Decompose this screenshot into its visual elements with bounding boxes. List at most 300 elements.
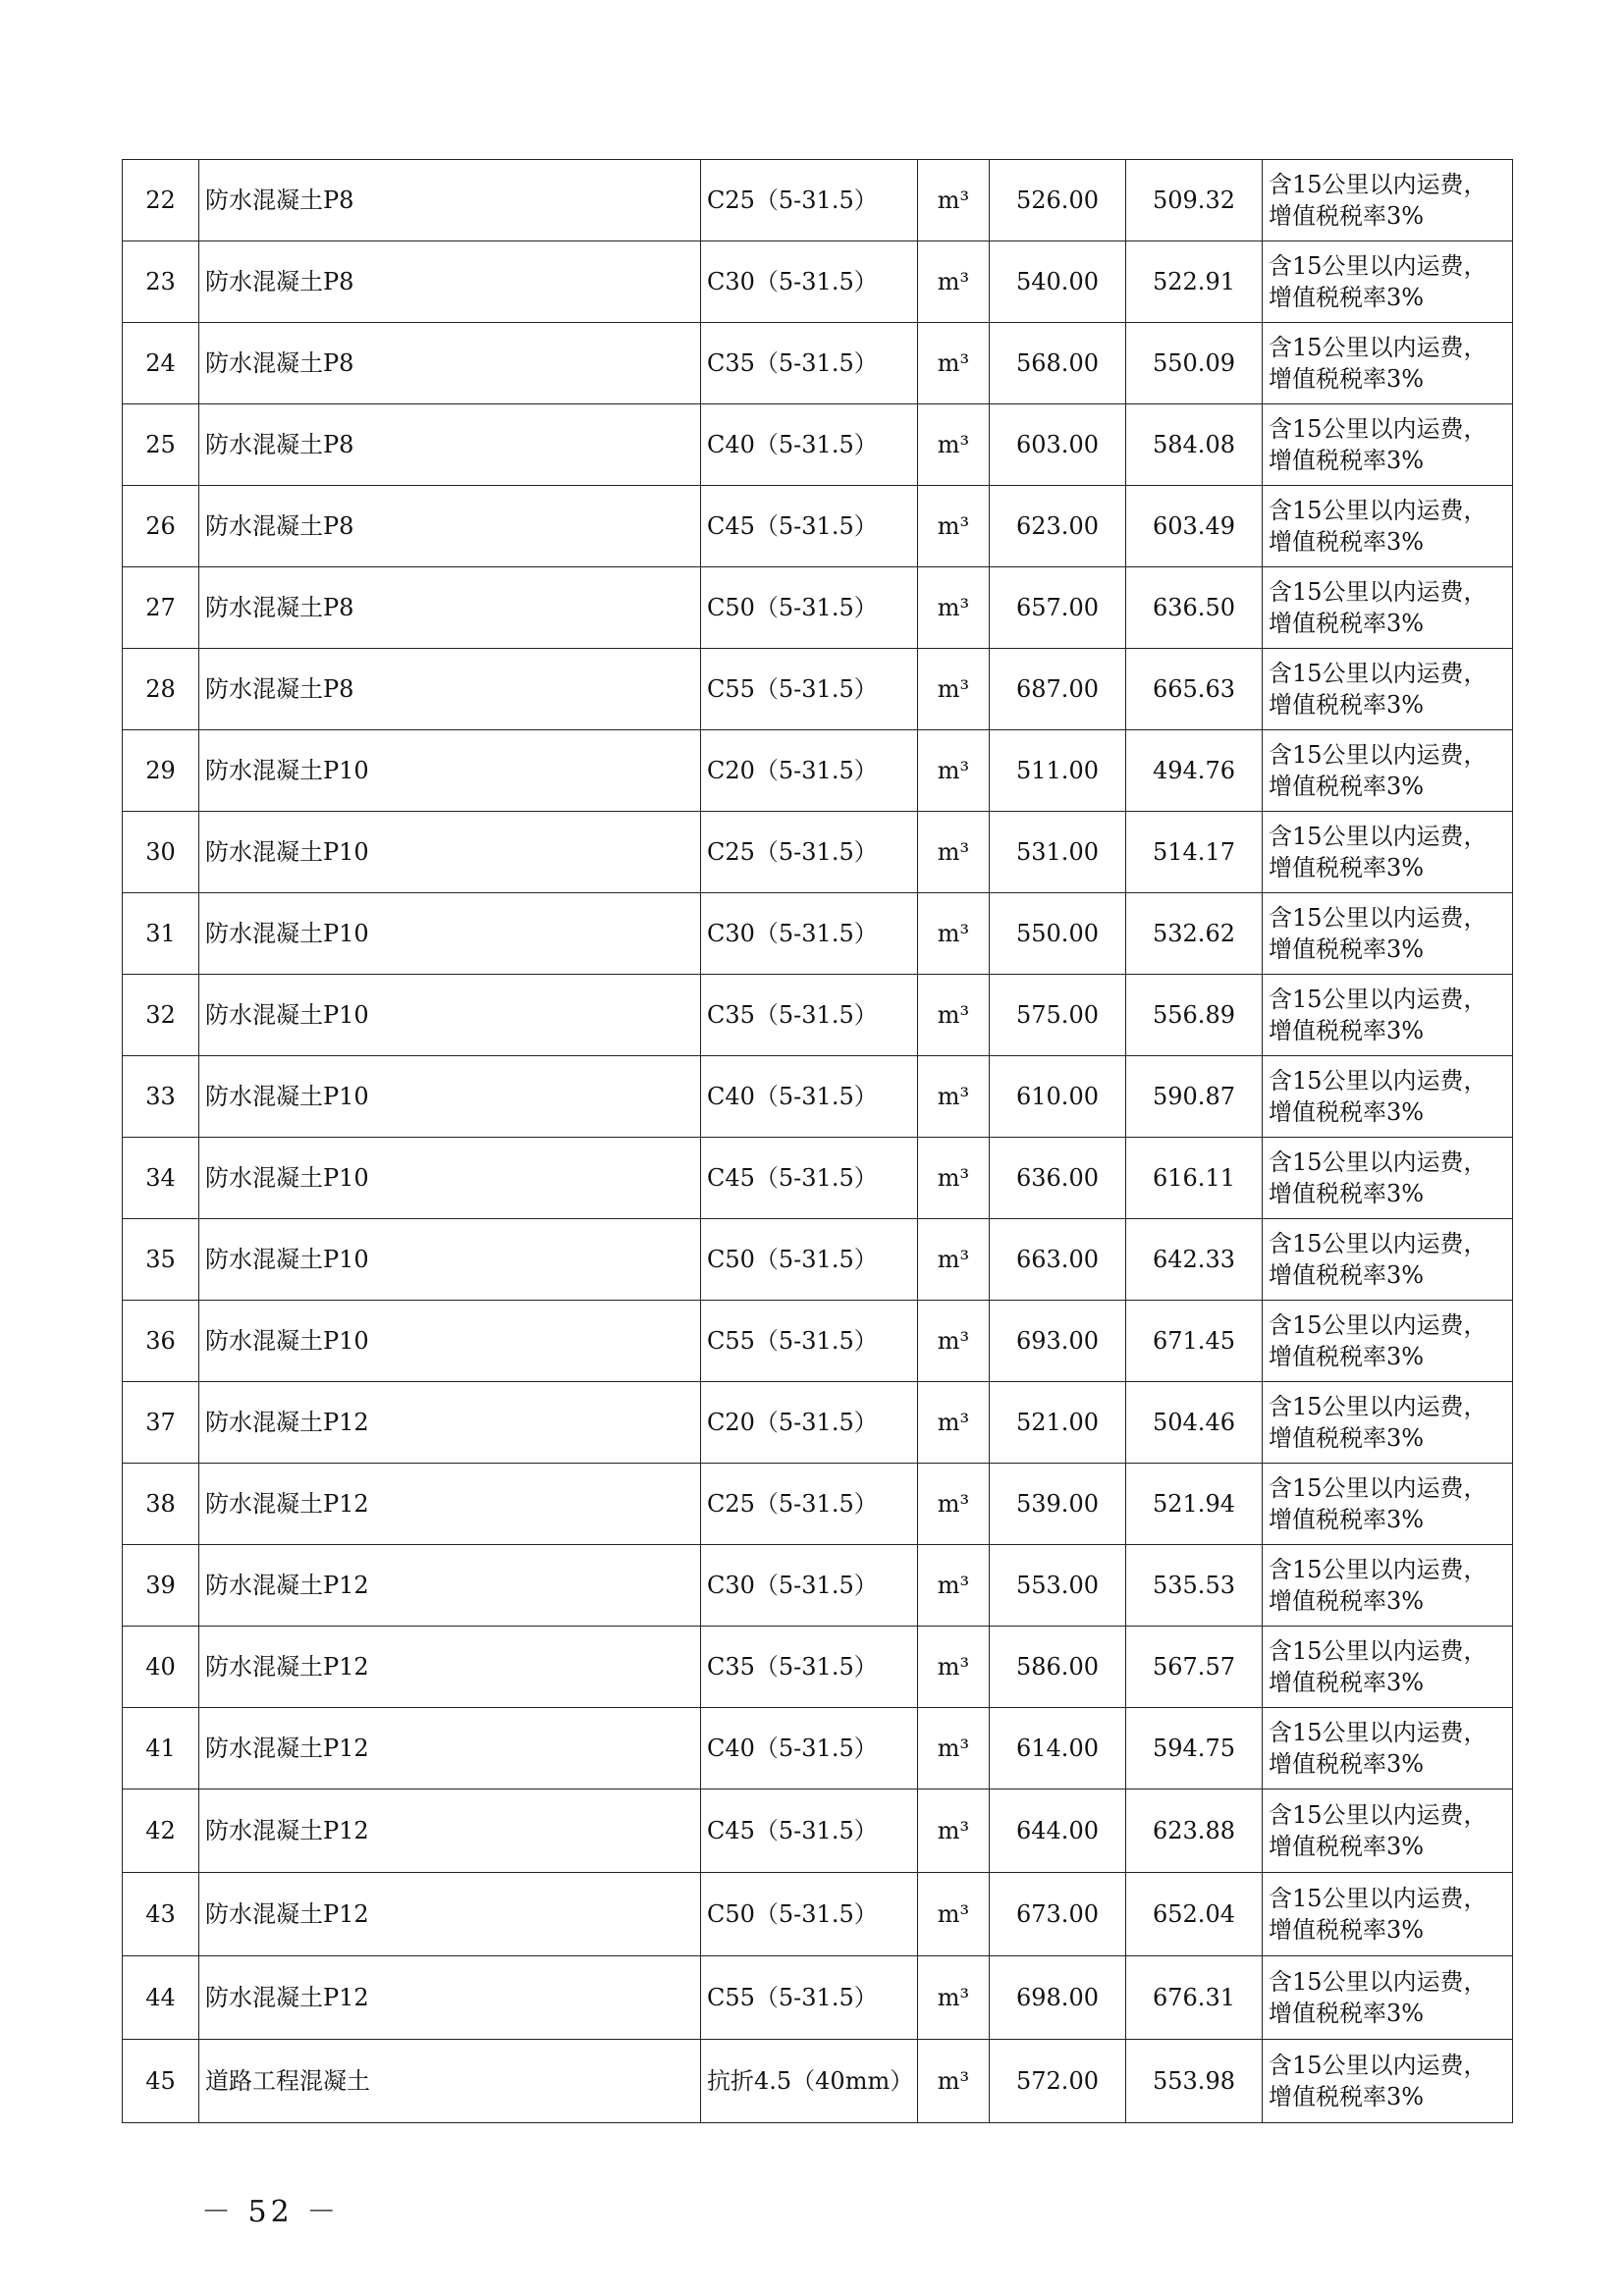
cell-no: 34 [145, 1163, 176, 1192]
unit [918, 1382, 990, 1464]
remark [1263, 160, 1513, 241]
cell-no: 33 [145, 1082, 176, 1110]
cell-spec: C50（5-31.5） [707, 593, 878, 621]
material-spec [701, 160, 918, 241]
cell-unit: m³ [937, 1163, 970, 1192]
cell-no: 30 [145, 837, 176, 866]
page-number: － 52 － [201, 2195, 341, 2229]
material-name [199, 1789, 701, 1873]
row-number [123, 1464, 199, 1545]
row-number [123, 323, 199, 404]
price-with-tax [990, 486, 1126, 567]
price-with-tax [990, 2040, 1126, 2123]
price-with-tax [990, 649, 1126, 730]
price-with-tax [990, 1301, 1126, 1382]
cell-unit: m³ [937, 756, 970, 784]
cell-no: 40 [145, 1652, 176, 1681]
cell-note2: 增值税税率3% [1269, 1750, 1425, 1778]
price-without-tax [1126, 404, 1263, 486]
cell-note1: 含15公里以内运费， [1269, 1884, 1488, 1912]
cell-name: 防水混凝土P12 [205, 1408, 369, 1436]
unit [918, 730, 990, 812]
material-name [199, 1301, 701, 1382]
price-with-tax [990, 1056, 1126, 1138]
remark [1263, 1708, 1513, 1789]
remark [1263, 1138, 1513, 1219]
price-with-tax [990, 323, 1126, 404]
row-number [123, 1056, 199, 1138]
price-with-tax [990, 1545, 1126, 1627]
cell-name: 防水混凝土P10 [205, 1163, 369, 1192]
table-row [123, 1219, 1513, 1301]
row-number [123, 1138, 199, 1219]
cell-spec: C55（5-31.5） [707, 674, 878, 703]
material-name [199, 486, 701, 567]
cell-note1: 含15公里以内运费， [1269, 1800, 1488, 1829]
cell-spec: C30（5-31.5） [707, 267, 878, 295]
cell-no: 24 [145, 348, 176, 377]
price-without-tax [1126, 649, 1263, 730]
material-spec [701, 404, 918, 486]
cell-note2: 增值税税率3% [1269, 1098, 1425, 1126]
cell-spec: C55（5-31.5） [707, 1983, 878, 2011]
material-name [199, 1138, 701, 1219]
cell-price1: 673.00 [1016, 1899, 1099, 1928]
row-number [123, 893, 199, 975]
remark [1263, 1464, 1513, 1545]
cell-spec: C25（5-31.5） [707, 1489, 878, 1518]
cell-note1: 含15公里以内运费， [1269, 1310, 1488, 1339]
unit [918, 1708, 990, 1789]
table-row [123, 2040, 1513, 2123]
cell-price1: 644.00 [1016, 1816, 1099, 1844]
material-name [199, 649, 701, 730]
table-body [123, 160, 1513, 2123]
cell-name: 防水混凝土P12 [205, 1489, 369, 1518]
cell-no: 39 [145, 1571, 176, 1599]
cell-price2: 509.32 [1153, 186, 1235, 214]
price-with-tax [990, 1873, 1126, 1956]
price-with-tax [990, 1956, 1126, 2040]
unit [918, 404, 990, 486]
price-without-tax [1126, 1138, 1263, 1219]
cell-unit: m³ [937, 1408, 970, 1436]
unit [918, 1627, 990, 1708]
table-row [123, 404, 1513, 486]
row-number [123, 1219, 199, 1301]
cell-unit: m³ [937, 348, 970, 377]
price-without-tax [1126, 2040, 1263, 2123]
cell-spec: C50（5-31.5） [707, 1245, 878, 1273]
cell-unit: m³ [937, 1899, 970, 1928]
material-spec [701, 893, 918, 975]
price-without-tax [1126, 1708, 1263, 1789]
cell-price2: 535.53 [1153, 1571, 1235, 1599]
cell-price1: 572.00 [1016, 2066, 1099, 2095]
cell-no: 43 [145, 1899, 176, 1928]
row-number [123, 567, 199, 649]
row-number [123, 241, 199, 323]
remark [1263, 1301, 1513, 1382]
material-spec [701, 975, 918, 1056]
cell-spec: C40（5-31.5） [707, 430, 878, 458]
cell-price2: 504.46 [1153, 1408, 1235, 1436]
cell-price1: 698.00 [1016, 1983, 1099, 2011]
material-spec [701, 1789, 918, 1873]
cell-no: 35 [145, 1245, 176, 1273]
cell-unit: m³ [937, 1245, 970, 1273]
price-without-tax [1126, 323, 1263, 404]
unit [918, 567, 990, 649]
cell-price2: 514.17 [1153, 837, 1235, 866]
cell-unit: m³ [937, 267, 970, 295]
cell-price2: 567.57 [1153, 1652, 1235, 1681]
cell-unit: m³ [937, 919, 970, 947]
row-number [123, 730, 199, 812]
cell-price1: 526.00 [1016, 186, 1099, 214]
price-table [122, 159, 1513, 2123]
material-name [199, 1464, 701, 1545]
cell-name: 防水混凝土P8 [205, 348, 354, 377]
cell-price2: 616.11 [1153, 1163, 1235, 1192]
cell-name: 防水混凝土P10 [205, 1245, 369, 1273]
cell-note1: 含15公里以内运费， [1269, 903, 1488, 932]
cell-price2: 522.91 [1153, 267, 1235, 295]
cell-note2: 增值税税率3% [1269, 691, 1425, 719]
row-number [123, 160, 199, 241]
price-without-tax [1126, 486, 1263, 567]
table-row [123, 486, 1513, 567]
cell-note1: 含15公里以内运费， [1269, 333, 1488, 361]
cell-no: 22 [145, 186, 176, 214]
remark [1263, 323, 1513, 404]
row-number [123, 2040, 199, 2123]
cell-unit: m³ [937, 1000, 970, 1029]
cell-note1: 含15公里以内运费， [1269, 1555, 1488, 1583]
row-number [123, 975, 199, 1056]
remark [1263, 730, 1513, 812]
cell-note1: 含15公里以内运费， [1269, 1148, 1488, 1176]
material-name [199, 1382, 701, 1464]
cell-no: 26 [145, 511, 176, 540]
cell-spec: C30（5-31.5） [707, 919, 878, 947]
material-spec [701, 1464, 918, 1545]
material-spec [701, 649, 918, 730]
price-with-tax [990, 1382, 1126, 1464]
cell-price2: 594.75 [1153, 1734, 1235, 1762]
cell-note2: 增值税税率3% [1269, 1261, 1425, 1289]
material-name [199, 567, 701, 649]
material-spec [701, 241, 918, 323]
cell-spec: C35（5-31.5） [707, 1000, 878, 1029]
price-with-tax [990, 1219, 1126, 1301]
cell-note1: 含15公里以内运费， [1269, 414, 1488, 443]
row-number [123, 1545, 199, 1627]
remark [1263, 975, 1513, 1056]
material-spec [701, 1956, 918, 2040]
table-row [123, 1545, 1513, 1627]
cell-no: 45 [145, 2066, 176, 2095]
cell-note2: 增值税税率3% [1269, 1506, 1425, 1533]
material-name [199, 2040, 701, 2123]
unit [918, 1956, 990, 2040]
cell-spec: C40（5-31.5） [707, 1734, 878, 1762]
cell-price1: 610.00 [1016, 1082, 1099, 1110]
cell-note1: 含15公里以内运费， [1269, 659, 1488, 687]
material-name [199, 160, 701, 241]
cell-no: 41 [145, 1734, 176, 1762]
material-name [199, 1873, 701, 1956]
cell-unit: m³ [937, 1816, 970, 1844]
cell-name: 道路工程混凝土 [205, 2066, 370, 2095]
unit [918, 893, 990, 975]
remark [1263, 567, 1513, 649]
material-spec [701, 1219, 918, 1301]
unit [918, 1301, 990, 1382]
cell-spec: C40（5-31.5） [707, 1082, 878, 1110]
cell-unit: m³ [937, 593, 970, 621]
cell-price2: 556.89 [1153, 1000, 1235, 1029]
material-spec [701, 1873, 918, 1956]
material-spec [701, 1627, 918, 1708]
cell-note1: 含15公里以内运费， [1269, 1718, 1488, 1746]
cell-name: 防水混凝土P10 [205, 1082, 369, 1110]
cell-no: 32 [145, 1000, 176, 1029]
remark [1263, 1545, 1513, 1627]
cell-unit: m³ [937, 2066, 970, 2095]
material-name [199, 323, 701, 404]
material-spec [701, 323, 918, 404]
material-name [199, 893, 701, 975]
cell-name: 防水混凝土P12 [205, 1571, 369, 1599]
cell-unit: m³ [937, 1571, 970, 1599]
table-row [123, 323, 1513, 404]
cell-name: 防水混凝土P8 [205, 674, 354, 703]
cell-note2: 增值税税率3% [1269, 854, 1425, 881]
cell-spec: C45（5-31.5） [707, 1163, 878, 1192]
material-name [199, 1627, 701, 1708]
unit [918, 486, 990, 567]
row-number [123, 1301, 199, 1382]
unit [918, 1545, 990, 1627]
material-name [199, 404, 701, 486]
price-with-tax [990, 1789, 1126, 1873]
remark [1263, 1627, 1513, 1708]
cell-note1: 含15公里以内运费， [1269, 577, 1488, 606]
cell-price1: 687.00 [1016, 674, 1099, 703]
cell-price2: 550.09 [1153, 348, 1235, 377]
cell-price1: 586.00 [1016, 1652, 1099, 1681]
price-without-tax [1126, 1627, 1263, 1708]
cell-note2: 增值税税率3% [1269, 935, 1425, 963]
cell-spec: C30（5-31.5） [707, 1571, 878, 1599]
cell-no: 29 [145, 756, 176, 784]
cell-spec: C45（5-31.5） [707, 511, 878, 540]
cell-no: 28 [145, 674, 176, 703]
cell-no: 42 [145, 1816, 176, 1844]
cell-note2: 增值税税率3% [1269, 2083, 1425, 2110]
table-row [123, 1138, 1513, 1219]
cell-name: 防水混凝土P10 [205, 837, 369, 866]
price-without-tax [1126, 1464, 1263, 1545]
cell-price2: 623.88 [1153, 1816, 1235, 1844]
cell-name: 防水混凝土P12 [205, 1899, 369, 1928]
cell-note1: 含15公里以内运费， [1269, 251, 1488, 280]
cell-unit: m³ [937, 511, 970, 540]
material-spec [701, 730, 918, 812]
cell-note1: 含15公里以内运费， [1269, 1392, 1488, 1420]
cell-price2: 521.94 [1153, 1489, 1235, 1518]
material-spec [701, 1545, 918, 1627]
price-with-tax [990, 1138, 1126, 1219]
cell-price1: 614.00 [1016, 1734, 1099, 1762]
cell-note2: 增值税税率3% [1269, 365, 1425, 393]
table-row [123, 1789, 1513, 1873]
cell-note2: 增值税税率3% [1269, 202, 1425, 230]
cell-price2: 532.62 [1153, 919, 1235, 947]
material-spec [701, 486, 918, 567]
cell-unit: m³ [937, 1983, 970, 2011]
remark [1263, 404, 1513, 486]
unit [918, 1789, 990, 1873]
unit [918, 975, 990, 1056]
unit [918, 1873, 990, 1956]
price-with-tax [990, 1627, 1126, 1708]
row-number [123, 812, 199, 893]
price-without-tax [1126, 1789, 1263, 1873]
cell-price1: 511.00 [1016, 756, 1099, 784]
cell-price2: 671.45 [1153, 1326, 1235, 1355]
cell-name: 防水混凝土P12 [205, 1983, 369, 2011]
cell-no: 27 [145, 593, 176, 621]
cell-unit: m³ [937, 1326, 970, 1355]
row-number [123, 1708, 199, 1789]
cell-note2: 增值税税率3% [1269, 1833, 1425, 1860]
cell-unit: m³ [937, 1734, 970, 1762]
material-name [199, 1056, 701, 1138]
price-with-tax [990, 567, 1126, 649]
unit [918, 812, 990, 893]
row-number [123, 1789, 199, 1873]
price-without-tax [1126, 1301, 1263, 1382]
cell-price1: 575.00 [1016, 1000, 1099, 1029]
cell-spec: C35（5-31.5） [707, 1652, 878, 1681]
unit [918, 1138, 990, 1219]
table-row [123, 1708, 1513, 1789]
cell-spec: 抗折4.5（40mm） [707, 2066, 914, 2095]
price-without-tax [1126, 1219, 1263, 1301]
remark [1263, 1956, 1513, 2040]
cell-note1: 含15公里以内运费， [1269, 170, 1488, 198]
table-row [123, 812, 1513, 893]
remark [1263, 1056, 1513, 1138]
cell-unit: m³ [937, 1489, 970, 1518]
cell-name: 防水混凝土P12 [205, 1652, 369, 1681]
table-row [123, 975, 1513, 1056]
cell-no: 23 [145, 267, 176, 295]
cell-price1: 539.00 [1016, 1489, 1099, 1518]
cell-name: 防水混凝土P10 [205, 919, 369, 947]
cell-note2: 增值税税率3% [1269, 1180, 1425, 1207]
cell-no: 37 [145, 1408, 176, 1436]
table-row [123, 1382, 1513, 1464]
cell-price1: 623.00 [1016, 511, 1099, 540]
price-without-tax [1126, 1056, 1263, 1138]
row-number [123, 486, 199, 567]
table-row [123, 730, 1513, 812]
cell-price2: 584.08 [1153, 430, 1235, 458]
cell-price2: 652.04 [1153, 1899, 1235, 1928]
unit [918, 1056, 990, 1138]
price-without-tax [1126, 1956, 1263, 2040]
cell-spec: C25（5-31.5） [707, 837, 878, 866]
cell-no: 44 [145, 1983, 176, 2011]
material-name [199, 975, 701, 1056]
cell-name: 防水混凝土P8 [205, 593, 354, 621]
cell-note2: 增值税税率3% [1269, 284, 1425, 311]
cell-no: 25 [145, 430, 176, 458]
cell-price2: 494.76 [1153, 756, 1235, 784]
price-without-tax [1126, 730, 1263, 812]
unit [918, 323, 990, 404]
cell-spec: C20（5-31.5） [707, 756, 878, 784]
cell-unit: m³ [937, 837, 970, 866]
material-name [199, 1545, 701, 1627]
cell-price2: 603.49 [1153, 511, 1235, 540]
price-with-tax [990, 893, 1126, 975]
cell-note1: 含15公里以内运费， [1269, 822, 1488, 850]
cell-unit: m³ [937, 1652, 970, 1681]
cell-note1: 含15公里以内运费， [1269, 740, 1488, 769]
cell-name: 防水混凝土P8 [205, 430, 354, 458]
cell-price2: 636.50 [1153, 593, 1235, 621]
cell-no: 31 [145, 919, 176, 947]
cell-spec: C50（5-31.5） [707, 1899, 878, 1928]
unit [918, 2040, 990, 2123]
material-spec [701, 812, 918, 893]
cell-name: 防水混凝土P8 [205, 511, 354, 540]
material-spec [701, 1138, 918, 1219]
price-without-tax [1126, 241, 1263, 323]
unit [918, 241, 990, 323]
cell-note1: 含15公里以内运费， [1269, 985, 1488, 1013]
price-without-tax [1126, 893, 1263, 975]
row-number [123, 1873, 199, 1956]
remark [1263, 893, 1513, 975]
price-with-tax [990, 1464, 1126, 1545]
table-row [123, 893, 1513, 975]
remark [1263, 649, 1513, 730]
cell-name: 防水混凝土P10 [205, 1000, 369, 1029]
table-row [123, 1627, 1513, 1708]
cell-note1: 含15公里以内运费， [1269, 1066, 1488, 1095]
cell-price1: 531.00 [1016, 837, 1099, 866]
price-without-tax [1126, 1382, 1263, 1464]
cell-spec: C25（5-31.5） [707, 186, 878, 214]
material-spec [701, 1708, 918, 1789]
remark [1263, 1382, 1513, 1464]
price-without-tax [1126, 975, 1263, 1056]
remark [1263, 241, 1513, 323]
material-name [199, 812, 701, 893]
table-row [123, 1301, 1513, 1382]
cell-note2: 增值税税率3% [1269, 2000, 1425, 2027]
cell-unit: m³ [937, 430, 970, 458]
row-number [123, 404, 199, 486]
table-row [123, 649, 1513, 730]
material-spec [701, 1301, 918, 1382]
cell-unit: m³ [937, 186, 970, 214]
